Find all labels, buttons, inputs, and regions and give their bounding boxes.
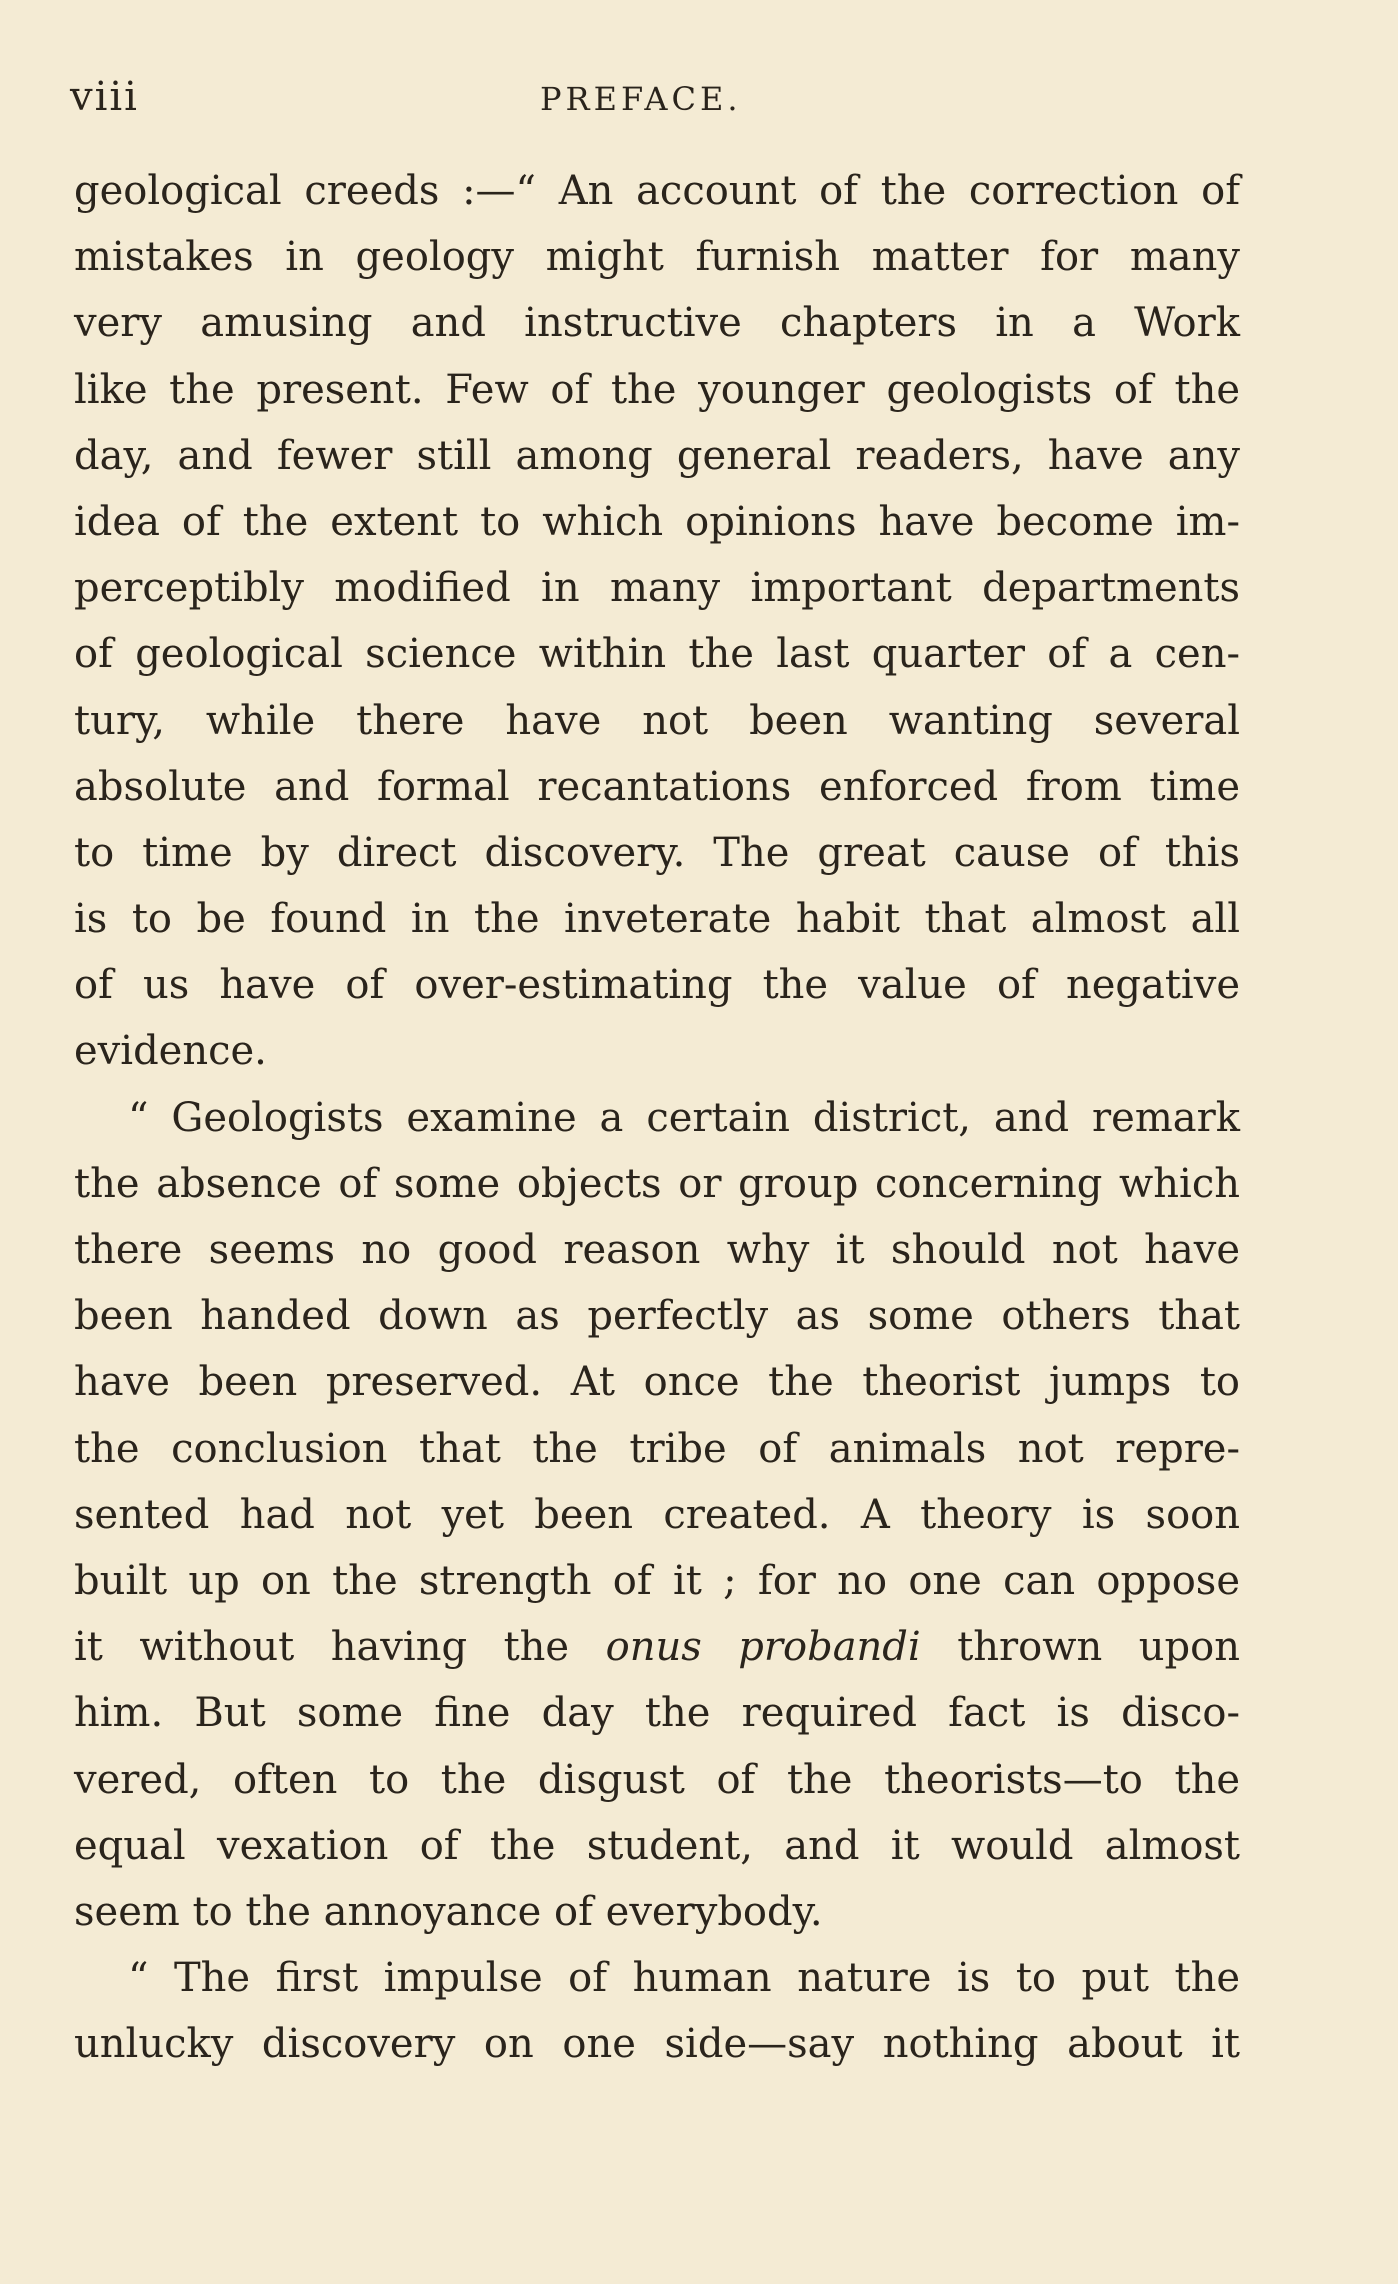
text-line: the conclusion that the tribe of animals not repre- <box>74 1425 1240 1472</box>
text-line: there seems no good reason why it should not have <box>74 1227 1240 1273</box>
text-line: have been preserved. At once the theorist jumps to <box>74 1359 1240 1406</box>
text-line: vered, often to the disgust of the theorists—to the <box>74 1756 1240 1803</box>
text-line: day, and fewer still among general readers, have any <box>74 432 1240 479</box>
running-head: PREFACE. <box>540 80 742 118</box>
italic-phrase: onus probandi <box>605 1624 921 1671</box>
text-line: like the present. Few of the younger geologists of the <box>74 366 1240 413</box>
text-line: equal vexation of the student, and it would almost <box>74 1822 1240 1869</box>
text-line: absolute and formal recantations enforced from time <box>74 763 1240 810</box>
text-line: very amusing and instructive chapters in a Work <box>74 300 1240 347</box>
text-line: is to be found in the inveterate habit that almost all <box>74 896 1240 943</box>
text-segment: thrown upon <box>920 1624 1240 1671</box>
text-line: sented had not yet been created. A theory is soon <box>74 1491 1240 1538</box>
text-line: of us have of over-estimating the value of negative <box>74 962 1240 1009</box>
text-line: him. But some fine day the required fact is disco- <box>74 1690 1240 1737</box>
page-number: viii <box>70 74 139 120</box>
text-line: to time by direct discovery. The great cause of this <box>74 829 1240 876</box>
text-line: seem to the annoyance of everybody. <box>74 1888 823 1935</box>
text-line: evidence. <box>74 1028 267 1075</box>
text-line-with-italic <box>74 1614 1240 1680</box>
text-line: idea of the extent to which opinions have become im- <box>74 498 1240 545</box>
text-line: built up on the strength of it ; for no one can oppose <box>74 1557 1240 1604</box>
text-line: geological creeds :—“ An account of the correction of <box>74 168 1240 214</box>
text-line: “ Geologists examine a certain district, and remark <box>128 1094 1240 1141</box>
text-line: of geological science within the last quarter of a cen- <box>74 631 1240 678</box>
text-line: perceptibly modified in many important departments <box>74 565 1240 612</box>
text-line: tury, while there have not been wanting several <box>74 697 1240 744</box>
body-text <box>74 158 1240 2077</box>
text-line: been handed down as perfectly as some others that <box>74 1293 1240 1340</box>
text-segment: it without having the <box>74 1624 606 1671</box>
text-line: unlucky discovery on one side—say nothing about it <box>74 2021 1240 2068</box>
text-line: “ The first impulse of human nature is to put the <box>128 1955 1240 2002</box>
page-header <box>70 74 1240 134</box>
text-line: the absence of some objects or group concerning which <box>74 1160 1240 1207</box>
text-line: mistakes in geology might furnish matter for many <box>74 234 1240 281</box>
